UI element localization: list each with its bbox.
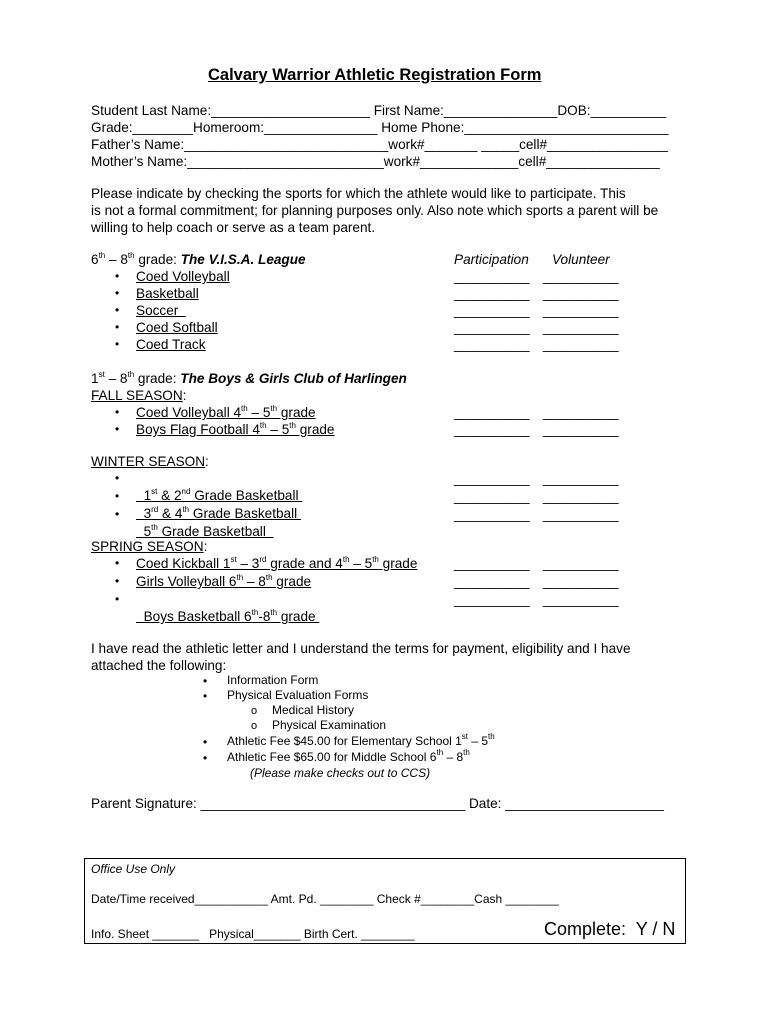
superscript: th <box>241 404 248 413</box>
attachment-physical-forms: Physical Evaluation Forms <box>227 688 369 702</box>
bullet-icon: • <box>115 507 120 521</box>
item-text: grade <box>378 556 418 571</box>
attachment-elementary-fee <box>227 734 495 749</box>
participation-blank[interactable]: __________ <box>454 320 530 335</box>
superscript: th <box>259 421 267 430</box>
fee-text: Athletic Fee $65.00 for Middle School 6 <box>227 750 437 764</box>
bullet-icon: • <box>203 689 208 703</box>
attachment-info-form: Information Form <box>227 673 319 687</box>
participation-blank[interactable]: __________ <box>454 507 530 522</box>
participation-blank[interactable]: __________ <box>454 556 530 571</box>
superscript: th <box>151 523 158 532</box>
item-text: & 2 <box>157 488 182 503</box>
item-text: Coed Volleyball 4 <box>136 405 242 420</box>
item-text: 1 <box>143 488 152 503</box>
item-text: & 4 <box>158 506 183 521</box>
parent-signature-line[interactable]: Parent Signature: ___________________________________ Date: _____________________ <box>91 796 664 811</box>
item-text: Boys Basketball 6 <box>143 609 252 624</box>
participation-blank[interactable]: __________ <box>454 303 530 318</box>
bullet-icon: • <box>115 320 120 334</box>
sport-spring-girls-volleyball <box>136 573 311 590</box>
participation-blank[interactable]: __________ <box>454 405 530 420</box>
superscript: th <box>342 555 350 564</box>
superscript: st <box>98 370 105 379</box>
superscript: th <box>488 732 495 741</box>
fall-season-heading <box>91 387 186 404</box>
item-text: Grade Basketball <box>189 506 301 521</box>
item-text: 3 <box>143 506 152 521</box>
spring-season-heading <box>91 538 207 555</box>
fee-text: – 8 <box>443 750 464 764</box>
superscript: rd <box>259 555 267 564</box>
item-text: -8 <box>258 609 271 624</box>
season-label: WINTER SEASON <box>91 454 206 469</box>
colon: : <box>182 388 187 403</box>
form-title: Calvary Warrior Athletic Registration Form <box>208 66 542 84</box>
fee-text: – 5 <box>468 734 489 748</box>
participation-blank[interactable]: __________ <box>454 286 530 301</box>
sport-fall-flag-football <box>136 421 335 438</box>
bullet-icon: • <box>203 735 208 749</box>
grade-text: grade: <box>134 371 181 386</box>
office-received-line: Date/Time received___________ Amt. Pd. ________ Check #________Cash ________ <box>91 892 559 906</box>
fee-text: Athletic Fee $45.00 for Elementary School 1 <box>227 734 462 748</box>
item-text: Coed Kickball 1 <box>136 556 231 571</box>
item-text: grade <box>272 574 312 589</box>
superscript: st <box>461 732 469 741</box>
mother-info-line: Mother’s Name:__________________________work#_____________cell#_______________ <box>91 154 660 169</box>
sport-winter-5-basketball <box>136 506 273 540</box>
volunteer-blank[interactable]: __________ <box>543 574 619 589</box>
superscript: th <box>251 608 259 617</box>
item-text: Grade Basketball <box>190 488 303 503</box>
acknowledgement-line: I have read the athletic letter and I understand the terms for payment, eligibility and I have <box>91 641 631 656</box>
participation-header: Participation <box>454 252 529 267</box>
item-text: – 5 <box>349 556 373 571</box>
superscript: th <box>270 608 278 617</box>
superscript: th <box>270 404 278 413</box>
volunteer-blank[interactable]: __________ <box>543 405 619 420</box>
colon: : <box>203 539 208 554</box>
item-text: 5 <box>143 524 152 539</box>
volunteer-blank[interactable]: __________ <box>543 592 619 607</box>
sport-spring-coed-kickball <box>136 555 417 572</box>
bullet-icon: • <box>115 303 120 317</box>
attachment-physical-exam: Physical Examination <box>272 718 387 732</box>
attachment-middle-fee <box>227 750 470 765</box>
superscript: th <box>127 251 135 260</box>
item-text: grade and 4 <box>266 556 343 571</box>
sport-coed-volleyball: Coed Volleyball <box>136 269 230 284</box>
sport-spring-boys-basketball <box>136 591 319 625</box>
bullet-icon: • <box>115 489 120 503</box>
superscript: th <box>372 555 379 564</box>
sport-coed-track: Coed Track <box>136 337 206 352</box>
volunteer-blank[interactable]: __________ <box>543 303 619 318</box>
item-text: grade <box>277 609 320 624</box>
volunteer-header: Volunteer <box>552 252 610 267</box>
superscript: th <box>127 370 135 379</box>
bullet-icon: • <box>115 592 120 606</box>
item-text: – 3 <box>236 556 260 571</box>
bgc-league-heading <box>91 370 407 387</box>
item-text: – 5 <box>266 422 290 437</box>
grade-text: 1 <box>91 371 99 386</box>
grade-text: – 8 <box>105 252 128 267</box>
volunteer-blank[interactable]: __________ <box>543 471 619 486</box>
superscript: nd <box>181 487 191 496</box>
bullet-icon: • <box>115 471 120 485</box>
superscript: st <box>230 555 237 564</box>
instructions-line: Please indicate by checking the sports for which the athlete would like to participate. This <box>91 186 626 201</box>
participation-blank[interactable]: __________ <box>454 592 530 607</box>
grade-info-line: Grade:________Homeroom:_______________ Home Phone:___________________________ <box>91 120 669 135</box>
bullet-icon: • <box>203 751 208 765</box>
volunteer-blank[interactable]: __________ <box>543 489 619 504</box>
participation-blank[interactable]: __________ <box>454 471 530 486</box>
league-name: The Boys & Girls Club of Harlingen <box>180 371 407 386</box>
item-text: Grade Basketball <box>157 524 274 539</box>
item-text: Girls Volleyball 6 <box>136 574 237 589</box>
volunteer-blank[interactable]: __________ <box>543 286 619 301</box>
colon: : <box>205 454 209 469</box>
bullet-icon: • <box>115 405 120 419</box>
bullet-icon: • <box>115 422 120 436</box>
instructions-line: is not a formal commitment; for planning purposes only. Also note which sports a parent will be <box>91 203 659 218</box>
superscript: th <box>463 748 470 757</box>
student-info-line: Student Last Name:_____________________ First Name:_______________DOB:__________ <box>91 103 667 118</box>
superscript: st <box>151 487 158 496</box>
volunteer-blank[interactable]: __________ <box>543 320 619 335</box>
sub-bullet-icon: o <box>251 705 258 717</box>
superscript: th <box>182 505 190 514</box>
sport-soccer: Soccer <box>136 303 186 318</box>
season-label: FALL SEASON <box>91 388 183 403</box>
bullet-icon: • <box>115 556 120 570</box>
season-label: SPRING SEASON <box>91 539 204 554</box>
volunteer-blank[interactable]: __________ <box>543 422 619 437</box>
superscript: th <box>98 251 106 260</box>
bullet-icon: • <box>115 269 120 283</box>
volunteer-blank[interactable]: __________ <box>543 337 619 352</box>
grade-text: 6 <box>91 252 99 267</box>
bullet-icon: • <box>203 674 208 688</box>
sport-coed-softball: Coed Softball <box>136 320 218 335</box>
bullet-icon: • <box>115 574 120 588</box>
superscript: th <box>289 421 296 430</box>
instructions-line: willing to help coach or serve as a team parent. <box>91 220 376 235</box>
volunteer-blank[interactable]: __________ <box>543 507 619 522</box>
father-info-line: Father’s Name:___________________________work#_______ _____cell#________________ <box>91 137 668 152</box>
superscript: th <box>236 573 244 582</box>
bullet-icon: • <box>115 337 120 351</box>
league-name: The V.I.S.A. League <box>180 252 306 267</box>
visa-league-heading <box>91 251 306 268</box>
grade-text: – 8 <box>104 371 128 386</box>
superscript: th <box>265 573 273 582</box>
acknowledgement-line: attached the following: <box>91 658 227 673</box>
checks-note: (Please make checks out to CCS) <box>250 766 431 780</box>
bullet-icon: • <box>115 286 120 300</box>
participation-blank[interactable]: __________ <box>454 422 530 437</box>
volunteer-blank[interactable]: __________ <box>543 269 619 284</box>
sport-basketball: Basketball <box>136 286 199 301</box>
superscript: th <box>436 748 444 757</box>
participation-blank[interactable]: __________ <box>454 269 530 284</box>
item-text: Boys Flag Football 4 <box>136 422 260 437</box>
winter-season-heading <box>91 453 209 470</box>
complete-indicator: Complete: Y / N <box>544 919 676 939</box>
item-text: grade <box>295 422 335 437</box>
participation-blank[interactable]: __________ <box>454 574 530 589</box>
item-text: – 5 <box>247 405 271 420</box>
office-documents-line: Info. Sheet _______ Physical_______ Birth Cert. ________ <box>91 927 415 941</box>
item-text: grade <box>277 405 316 420</box>
grade-text: grade: <box>134 252 181 267</box>
attachment-medical-history: Medical History <box>272 703 355 717</box>
sport-fall-coed-volleyball <box>136 404 316 421</box>
office-use-heading: Office Use Only <box>91 862 176 876</box>
sub-bullet-icon: o <box>251 720 258 732</box>
participation-blank[interactable]: __________ <box>454 337 530 352</box>
volunteer-blank[interactable]: __________ <box>543 556 619 571</box>
participation-blank[interactable]: __________ <box>454 489 530 504</box>
item-text: – 8 <box>243 574 266 589</box>
superscript: rd <box>151 505 159 514</box>
